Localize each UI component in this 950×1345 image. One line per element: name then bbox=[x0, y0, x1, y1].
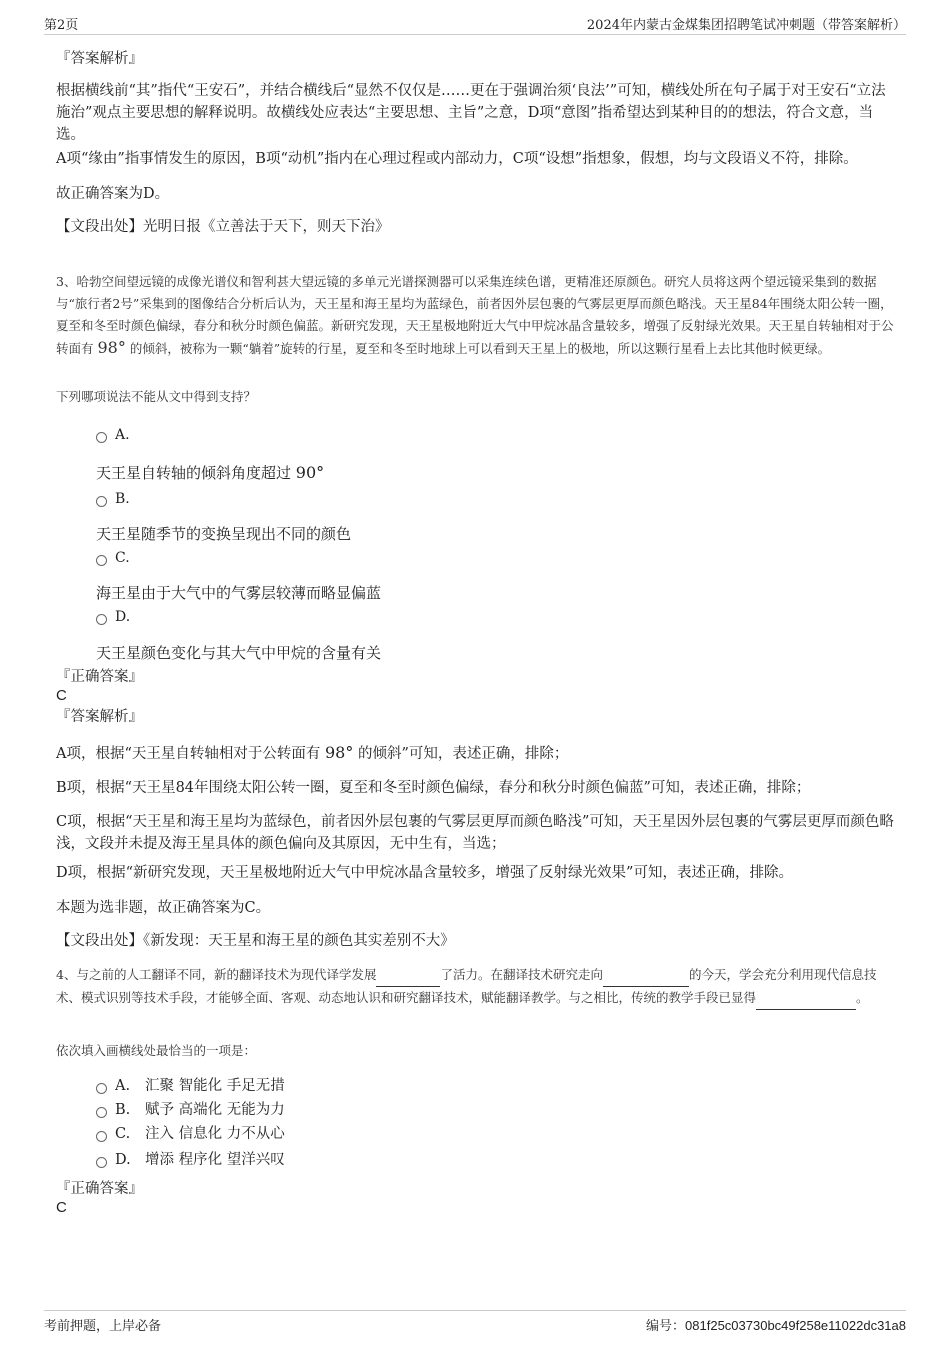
q3-source: 【文段出处】《新发现：天王星和海王星的颜色其实差别不大》 bbox=[56, 933, 455, 949]
q3-option-b-radio[interactable]: B. bbox=[96, 489, 130, 509]
q3-correct-label: 『正确答案』 bbox=[56, 669, 143, 685]
q3-analysis-d: D项，根据“新研究发现，天王星极地附近大气中甲烷冰晶含量较多，增强了反射绿光效果”可知，表述正确，排除。 bbox=[56, 865, 793, 881]
q3-option-a-text: 天王星自转轴的倾斜角度超过 90° bbox=[96, 463, 325, 482]
q3-option-d-radio[interactable]: D. bbox=[96, 607, 130, 627]
document-id: 编号：081f25c03730bc49f258e11022dc31a8 bbox=[646, 1318, 906, 1333]
q3-question: 下列哪项说法不能从文中得到支持？ bbox=[56, 389, 257, 404]
q3-analysis-c: C项，根据“天王星和海王星均为蓝绿色，前者因外层包裹的气雾层更厚而颜色略浅”可知，天王星因外层包裹的气雾层更厚而颜色略浅，文段并未提及海王星具体的颜色偏向及其原因，无中生有，当选； bbox=[56, 814, 894, 852]
blank-3 bbox=[756, 987, 856, 1010]
angle-98: 98° bbox=[97, 338, 126, 357]
q4-option-c[interactable]: C. 注入 信息化 力不从心 bbox=[96, 1124, 285, 1144]
q3-analysis-label: 『答案解析』 bbox=[56, 709, 143, 725]
q3-stem: 3、哈勃空间望远镜的成像光谱仪和智利甚大望远镜的多单元光谱探测器可以采集连续色谱，更精准还原颜色。研究人员将这两个望远镜采集到的数据与“旅行者2号”采集到的图像结合分析后认为，天王星和海王星均为蓝绿色，前者因外层包裹的气雾层更厚而颜色略浅。天王星84年围绕太阳公转一圈，夏至和冬至时颜色偏绿，春分和秋分时颜色偏蓝。新研究发现，天王星极地附近大气中甲烷冰晶含量较多，增强了反射绿光效果。天王星自转轴相对于公转面有 98° 的倾斜，被称为一颗“躺着”旋转的行星，夏至和冬至时地球上可以看到天王星上的极地，所以这颗行星看上去比其他时候更绿。 bbox=[56, 274, 894, 357]
q4-option-d[interactable]: D. 增添 程序化 望洋兴叹 bbox=[96, 1150, 285, 1170]
q3-option-b-text: 天王星随季节的变换呈现出不同的颜色 bbox=[96, 525, 352, 543]
q4-option-b[interactable]: B. 赋予 高端化 无能为力 bbox=[96, 1100, 285, 1120]
q2-analysis-p2: A项“缘由”指事情发生的原因，B项“动机”指内在心理过程或内部动力，C项“设想”指想象，假想，均与文段语义不符，排除。 bbox=[56, 151, 858, 167]
document-title: 2024年内蒙古金煤集团招聘笔试冲刺题（带答案解析） bbox=[586, 18, 906, 33]
q3-correct-answer: C bbox=[56, 687, 67, 704]
footer-slogan: 考前押题，上岸必备 bbox=[44, 1319, 162, 1334]
page-number: 第2页 bbox=[44, 18, 79, 33]
blank-1 bbox=[376, 964, 440, 987]
q3-analysis-a: A项，根据“天王星自转轴相对于公转面有 98° 的倾斜”可知，表述正确，排除； bbox=[56, 743, 569, 762]
page-footer bbox=[44, 1310, 906, 1337]
q4-correct-answer: C bbox=[56, 1199, 67, 1216]
q2-source: 【文段出处】光明日报《立善法于天下，则天下治》 bbox=[56, 219, 390, 235]
page-header bbox=[44, 14, 906, 35]
q2-analysis-p1: 根据横线前“其”指代“王安石”，并结合横线后“显然不仅仅是……更在于强调治须‘良法’”可知，横线处所在句子属于对王安石“立法施治”观点主要思想的解释说明。故横线处应表达“主要思想、主旨”之意，D项“意图”指希望达到某种目的的想法，符合文意，当选。 bbox=[56, 83, 886, 143]
q4-correct-label: 『正确答案』 bbox=[56, 1181, 143, 1197]
q3-option-a-radio[interactable]: A. bbox=[96, 425, 130, 445]
q2-analysis-label: 『答案解析』 bbox=[56, 51, 143, 67]
q3-option-d-text: 天王星颜色变化与其大气中甲烷的含量有关 bbox=[96, 644, 382, 662]
q4-option-a[interactable]: A. 汇聚 智能化 手足无措 bbox=[96, 1076, 285, 1096]
q4-stem: 4、与之前的人工翻译不同，新的翻译技术为现代译学发展 了活力。在翻译技术研究走向 的今天，学会充分利用现代信息技术、模式识别等技术手段，才能够全面、客观、动态地认识和研究翻译技术，赋能翻译教学。与之相比，传统的教学手段已显得 。 bbox=[56, 964, 896, 1010]
q3-analysis-b: B项，根据“天王星84年围绕太阳公转一圈，夏至和冬至时颜色偏绿，春分和秋分时颜色偏蓝”可知，表述正确，排除； bbox=[56, 780, 811, 796]
q3-conclusion: 本题为选非题，故正确答案为C。 bbox=[56, 900, 271, 916]
q4-question: 依次填入画横线处最恰当的一项是： bbox=[56, 1043, 257, 1058]
q2-analysis-p3: 故正确答案为D。 bbox=[56, 186, 170, 202]
q3-option-c-radio[interactable]: C. bbox=[96, 548, 130, 568]
blank-2 bbox=[603, 964, 689, 987]
q3-option-c-text: 海王星由于大气中的气雾层较薄而略显偏蓝 bbox=[96, 584, 382, 602]
